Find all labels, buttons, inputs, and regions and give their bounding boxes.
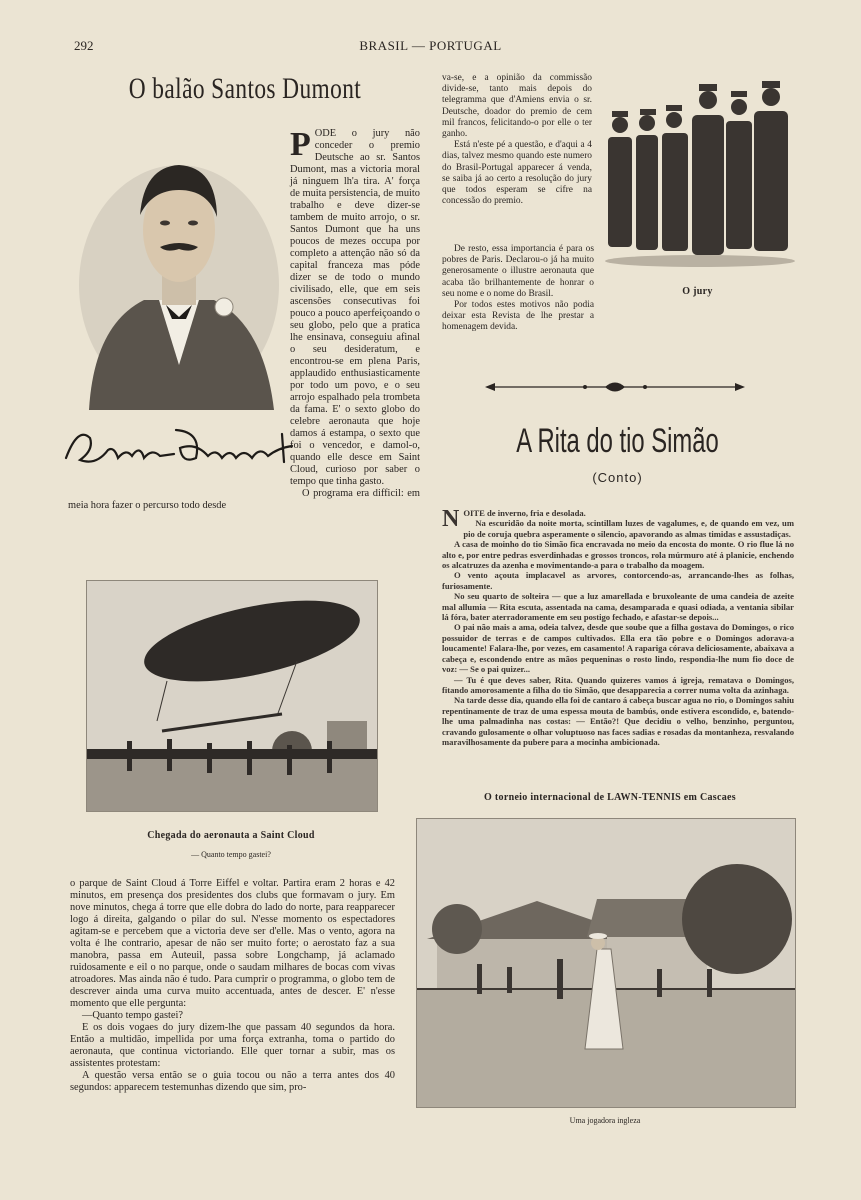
rita-story-text xyxy=(442,508,794,747)
paragraph: Por todos estes motivos não podia deixar esta Revista de lhe prestar a homenagem devida. xyxy=(442,300,594,333)
paragraph: A questão versa então se o guia tocou ou não a terra antes dos 40 segundos: apparecem testemunhas dizendo que sim, pro- xyxy=(70,1070,395,1093)
tennis-court-icon xyxy=(417,819,795,1107)
paragraph: Está n'este pé a questão, e d'aqui a 4 dias, talvez mesmo quando este numero do Brasil-Portugal apparecer á venda, se saiba já ao certo a resolução do jury que todos esperam se cifre na concessão do premio. xyxy=(442,140,592,207)
paragraph: O vento açouta implacavel as arvores, contorcendo-as, arrancando-lhes as folhas, furiosamente. xyxy=(442,570,794,591)
drop-cap: P xyxy=(290,126,311,163)
paragraph: va-se, e a opinião da commissão divide-se, tanto mais depois do telegramma que d'Amiens envia o sr. Deutsche, doador do premio de cem mil francos, felicitando-o por elle o ter ganho. xyxy=(442,73,592,140)
paragraph: Na tarde desse dia, quando ella foi de cantaro á cabeça buscar agua no rio, o Domingos sahiu repentinamente de traz de uma espessa mouta de bambús, onde estivera escondido, e, batendo-lhe uma palmadinha nas costas: — Então?! Que decidiu o velho, benzinho, perguntou, cravando gulosamente o olhar voluptuoso nas faces sadias e rosadas da montanheza, resvalando maravilhosamente da pubere para a mocinha ambicionada. xyxy=(442,695,794,747)
fleuron-divider-icon xyxy=(485,380,745,394)
running-title: BRASIL — PORTUGAL xyxy=(359,38,502,53)
paragraph: — Tu é que deves saber, Rita. Quando quizeres vamos á igreja, rematava o Domingos, fitando amorosamente a filha do tio Simão, que desapparecia a correr numa volta da azinhaga. xyxy=(442,674,794,695)
balloon-article-col1-cont xyxy=(70,878,395,1094)
balloon-caption: Chegada do aeronauta a Saint Cloud xyxy=(147,830,315,841)
article-title-balloon: O balão Santos Dumont xyxy=(128,72,362,105)
jury-group-icon xyxy=(600,75,795,275)
paragraph: A casa de moinho do tio Simão fica encravada no meio da encosta do monte. O rio flue lá no alto e, por entre pedras esverdinhadas e grossos troncos, rola múrmuro até á planicie, enchendo os alcatruzes da azenha e movimentando-a para o trabalho da moagem. xyxy=(442,539,794,571)
article-title-rita: A Rita do tio Simão xyxy=(516,422,719,460)
balloon-subcaption: — Quanto tempo gastei? xyxy=(191,850,271,859)
paragraph: ODE o jury não conceder o premio Deutsche ao sr. Santos Dumont, mas a victoria moral já ninguem lh'a tira. A' força de muita persistencia, de muito trabalho e deve dizer-se tambem de muito arrojo, o sr. Santos Dumont que ha uns poucos de mezes occupa por completo a attenção não só da capital franceza mas póde dizer se de todo o mundo civilisado, elle, que em seis ascensões consecutivas foi pouco a pouco aperfeiçoando o seu globo, pelo que a pratica lhe ensinava, conseguiu afinal o seu desideratum, e encontrou-se em plena Paris, applaudido enthusiasticamente por todo um povo, e o seu arrojo espalhado pela trombeta da fama. E' o sexto globo do celebre aeronauta que hoje damos á estampa, o sexto que foi o vencedor, e damol-o, quando elle desce em Saint Cloud, curioso por saber o tempo que tinha gasto. xyxy=(290,128,420,487)
portrait-float-spacer xyxy=(68,128,290,493)
paragraph: Na escuridão da noite morta, scintillam luzes de vagalumes, e, de quando em vez, um pio de coruja quebra asperamente o silencio, apavorando as almas timidas e assustadiças. xyxy=(463,518,794,539)
ornamental-divider xyxy=(485,380,745,394)
balloon-article-col2 xyxy=(442,73,592,207)
tennis-headline: O torneio internacional de LAWN-TENNIS em Cascaes xyxy=(484,792,736,803)
paragraph: No seu quarto de solteira — que a luz amarellada e bruxoleante de uma candeia de azeite mal allumia — Rita escuta, assentada na cama, desamparada e quasi odiada, a ventania sibilar lá fóra, bater aterradoramente em seu postigo fechado, e afastar-se depois... xyxy=(442,591,794,623)
paragraph: E os dois vogaes do jury dizem-lhe que passam 40 segundos da hora. Então a multidão, impellida por uma força extranha, toma o partido do aeronauta, que continua victoriando. Elle quer tornar a subir, mas os assistentes protestam: xyxy=(70,1022,395,1069)
paragraph: O programa era difficil: em meia hora fazer o percurso todo desde xyxy=(68,488,420,511)
tennis-photo xyxy=(416,818,796,1108)
balloon-photo xyxy=(86,580,378,812)
paragraph: O pai não mais a ama, odeia talvez, desde que soube que a filha gostava do Domingos, o rico possuidor de terras e de campos cultivados. Ella era tão pobre e o Domingos adorava-a loucamente! Falara-lhe, por vezes, em casamento! A rapariga córava deliciosamente, abaixava a cabeça e, escondendo entre as mãos pequeninas o rosto lindo, respondia-lhe num fio doce de voz: — Se o pai quizer... xyxy=(442,622,794,675)
paragraph: —Quanto tempo gastei? xyxy=(82,1010,183,1021)
article-subtitle-conto: (Conto) xyxy=(592,470,643,485)
paragraph: o parque de Saint Cloud á Torre Eiffel e voltar. Partira eram 2 horas e 42 minutos, em presença dos presidentes dos clubs que formavam o jury. Em nove minutos, chega á torre que elle dobra do lado do norte, para reapparecer logo á direita, galgando o pilar do sul. N'esse momento os espectadores agitam-se e percebem que a victoria deve ser d'elle. Mas o vento, agora na volta é lhe contrario, apesar de não ser muito forte; o aerostato faz a sua manobra, passa em Auteuil, passa sobre Longchamp, já aclamado ruidosamente e eil o no parque, onde o saudam milhares de bocas com vivas atroadores. Mas ainda não é tudo. Para cumprir o programma, o globo tem de descrever ainda uma curva muito accentuada, antes de descer. E' n'esse momento que elle pergunta: xyxy=(70,878,395,1009)
paragraph: De resto, essa importancia é para os pobres de Paris. Declarou-o já ha muito generosamente o illustre aeronauta que acaba tão brilhantemente de honrar o seu nome e o nome do Brasil. xyxy=(442,244,594,299)
airship-icon xyxy=(87,581,377,811)
drop-cap: N xyxy=(442,506,460,532)
balloon-article-col1 xyxy=(68,128,420,512)
paragraph: OITE de inverno, fria e desolada. xyxy=(463,508,586,518)
jury-caption: O jury xyxy=(682,286,713,297)
tennis-caption: Uma jogadora ingleza xyxy=(569,1116,641,1125)
page-number: 292 xyxy=(74,38,94,53)
jury-photo xyxy=(600,75,795,275)
